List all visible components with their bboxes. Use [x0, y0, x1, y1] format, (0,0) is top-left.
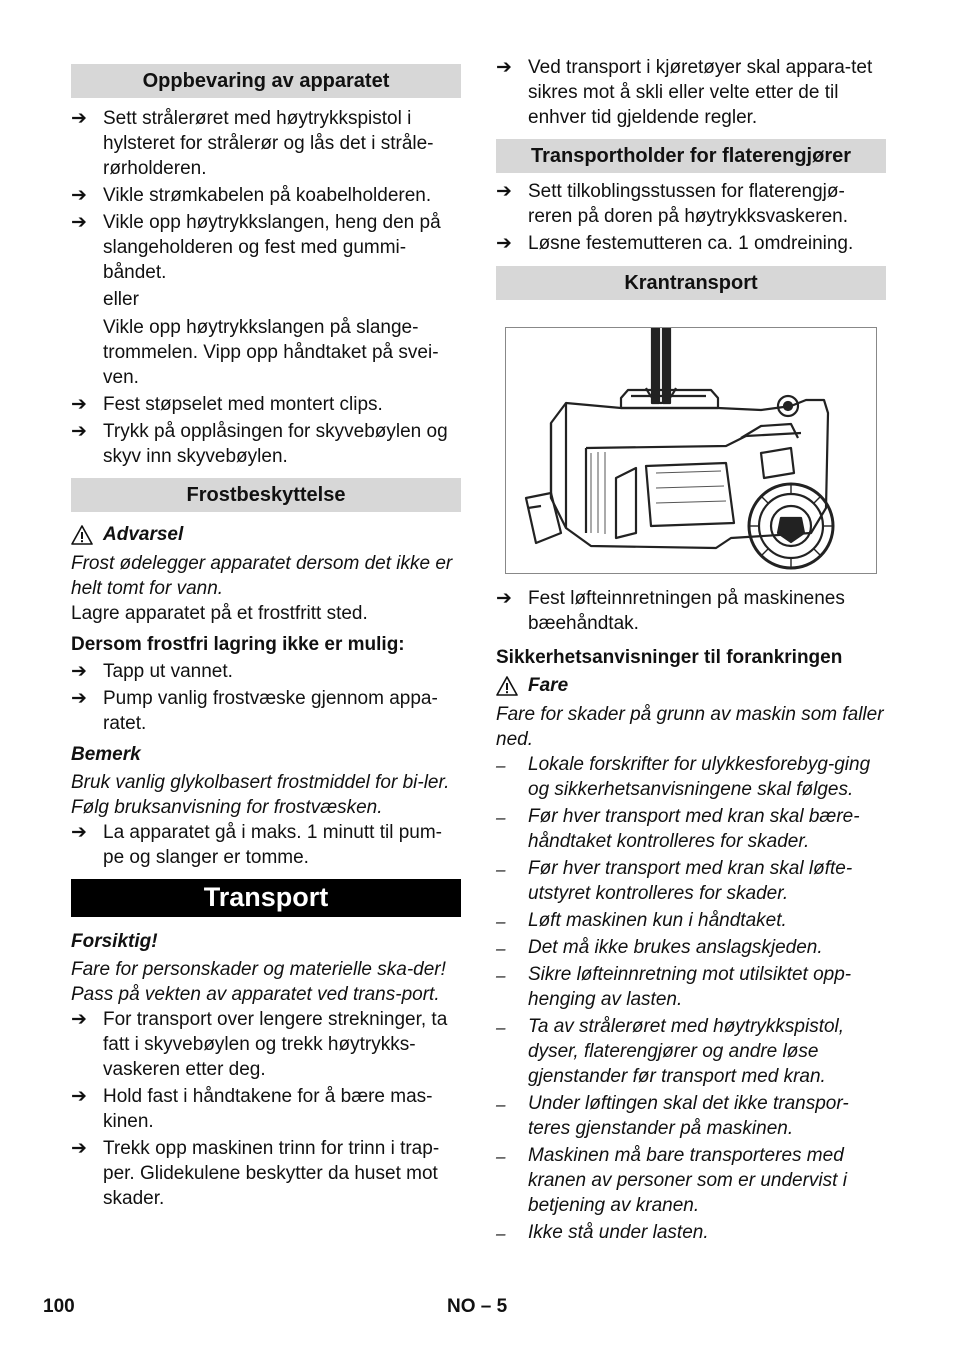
list-item: ➔ Fest løfteinnretningen på maskinenes bæehåndtak.: [496, 588, 845, 634]
arrow-right-icon: ➔: [71, 108, 87, 129]
warning-triangle-icon: [71, 525, 93, 545]
arrow-right-icon: ➔: [71, 1138, 87, 1159]
dash-bullet: –: [496, 1018, 506, 1037]
list-item: ➔ Vikle strømkabelen på koabelholderen.: [71, 185, 432, 206]
dash-bullet: –: [496, 860, 506, 879]
safety-list: [496, 752, 886, 1245]
list-item: ➔ Tapp ut vannet.: [71, 661, 233, 682]
arrow-right-icon: ➔: [71, 822, 87, 843]
list-item: – Maskinen må bare transporteres med kranen av personer som er undervist i betjening av kranen.: [496, 1145, 847, 1216]
arrow-right-icon: ➔: [71, 1086, 87, 1107]
arrow-right-icon: ➔: [71, 212, 87, 233]
warning-label: Advarsel: [103, 524, 184, 545]
list-item: ➔ Vikle opp høytrykkslangen, heng den på slangeholderen og fest med gummi-båndet.: [71, 212, 441, 283]
right-column: [496, 55, 886, 1247]
note-text-1: Bruk vanlig glykolbasert frostmiddel for bi-ler.: [71, 772, 450, 793]
arrow-right-icon: ➔: [496, 57, 512, 78]
machine-drawing: [506, 328, 876, 573]
list-item: – Før hver transport med kran skal bære-håndtaket kontrolleres for skader.: [496, 806, 860, 852]
storage-alt: Vikle opp høytrykkslangen på slange-trommelen. Vipp opp håndtaket på svei-ven.: [103, 317, 439, 388]
list-item: ➔ Sett strålerøret med høytrykkspistol i hylsteret for strålerør og lås det i stråle-rørholderen.: [71, 108, 434, 179]
arrow-right-icon: ➔: [71, 1009, 87, 1030]
list-item: ➔ Hold fast i håndtakene for å bære mas-kinen.: [71, 1086, 433, 1132]
list-item: ➔ Pump vanlig frostvæske gjennom appa-ratet.: [71, 688, 438, 734]
dash-bullet: –: [496, 966, 506, 985]
note-label: Bemerk: [71, 744, 141, 765]
warning-triangle-icon: [496, 676, 518, 696]
arrow-right-icon: ➔: [496, 588, 512, 609]
list-item: – Ikke stå under lasten.: [496, 1220, 886, 1245]
frost-sub-heading: Dersom frostfri lagring ikke er mulig:: [71, 634, 405, 655]
arrow-right-icon: ➔: [71, 421, 87, 442]
list-item: – Det må ikke brukes anslagskjeden.: [496, 935, 886, 960]
page-number: 100: [43, 1296, 75, 1317]
frost-warning-text: Frost ødelegger apparatet dersom det ikke er helt tomt for vann.: [71, 553, 453, 599]
crane-lift-illustration: [505, 327, 877, 574]
list-item: ➔ La apparatet gå i maks. 1 minutt til pum-pe og slanger er tomme.: [71, 822, 442, 868]
dash-bullet: –: [496, 912, 506, 931]
storage-heading: Oppbevaring av apparatet: [71, 64, 461, 98]
arrow-right-icon: ➔: [496, 233, 512, 254]
arrow-right-icon: ➔: [496, 181, 512, 202]
danger-text: Fare for skader på grunn av maskin som faller ned.: [496, 704, 884, 750]
dash-bullet: –: [496, 939, 506, 958]
dash-bullet: –: [496, 1147, 506, 1166]
caution-label: Forsiktig!: [71, 931, 158, 952]
arrow-right-icon: ➔: [71, 688, 87, 709]
list-item: – Før hver transport med kran skal løfte-utstyret kontrolleres for skader.: [496, 858, 853, 904]
danger-block: [496, 673, 886, 698]
list-item: ➔ Sett tilkoblingsstussen for flaterengjø-reren på doren på høytrykksvaskeren.: [496, 181, 848, 227]
frost-heading: Frostbeskyttelse: [71, 478, 461, 512]
list-item: ➔ Ved transport i kjøretøyer skal appara-tet sikres mot å skli eller velte etter de til enhver tid gjeldende regler.: [496, 57, 873, 128]
list-item: – Ta av strålerøret med høytrykkspistol, dyser, flaterengjører og andre løse gjenstander før transport med kran.: [496, 1016, 845, 1087]
left-column: [71, 55, 461, 1211]
frost-store-text: Lagre apparatet på et frostfritt sted.: [71, 603, 368, 624]
danger-label: Fare: [528, 675, 569, 696]
safety-heading: Sikkerhetsanvisninger til forankringen: [496, 647, 843, 668]
dash-bullet: –: [496, 1095, 506, 1114]
list-item: – Sikre løfteinnretning mot utilsiktet opp-henging av lasten.: [496, 964, 852, 1010]
caution-text: Fare for personskader og materielle ska-der! Pass på vekten av apparatet ved trans-port.: [71, 959, 446, 1005]
list-item: – Under løftingen skal det ikke transpor-teres gjenstander på maskinen.: [496, 1093, 849, 1139]
storage-or: eller: [103, 289, 139, 310]
warning-block: [71, 522, 461, 547]
list-item: ➔ Fest støpselet med montert clips.: [71, 394, 383, 415]
holder-heading: Transportholder for flaterengjører: [496, 139, 886, 173]
list-item: ➔ Trykk på opplåsingen for skyvebøylen og skyv inn skyvebøylen.: [71, 421, 448, 467]
list-item: – Lokale forskrifter for ulykkesforebyg-ging og sikkerhetsanvisningene skal følges.: [496, 754, 871, 800]
list-item: – Løft maskinen kun i håndtaket.: [496, 908, 886, 933]
arrow-right-icon: ➔: [71, 661, 87, 682]
dash-bullet: –: [496, 808, 506, 827]
dash-bullet: –: [496, 756, 506, 775]
list-item: ➔ Trekk opp maskinen trinn for trinn i trap-per. Glidekulene beskytter da huset mot skader.: [71, 1138, 440, 1209]
arrow-right-icon: ➔: [71, 185, 87, 206]
dash-bullet: –: [496, 1224, 506, 1243]
list-item: ➔ For transport over lengere strekninger, ta fatt i skyvebøylen og trekk høytrykks-vaskeren etter deg.: [71, 1009, 448, 1080]
crane-heading: Krantransport: [496, 266, 886, 300]
note-text-2: Følg bruksanvisning for frostvæsken.: [71, 797, 383, 818]
transport-heading: Transport: [71, 879, 461, 917]
list-item: ➔ Løsne festemutteren ca. 1 omdreining.: [496, 233, 854, 254]
section-marker: NO – 5: [447, 1296, 508, 1317]
arrow-right-icon: ➔: [71, 394, 87, 415]
